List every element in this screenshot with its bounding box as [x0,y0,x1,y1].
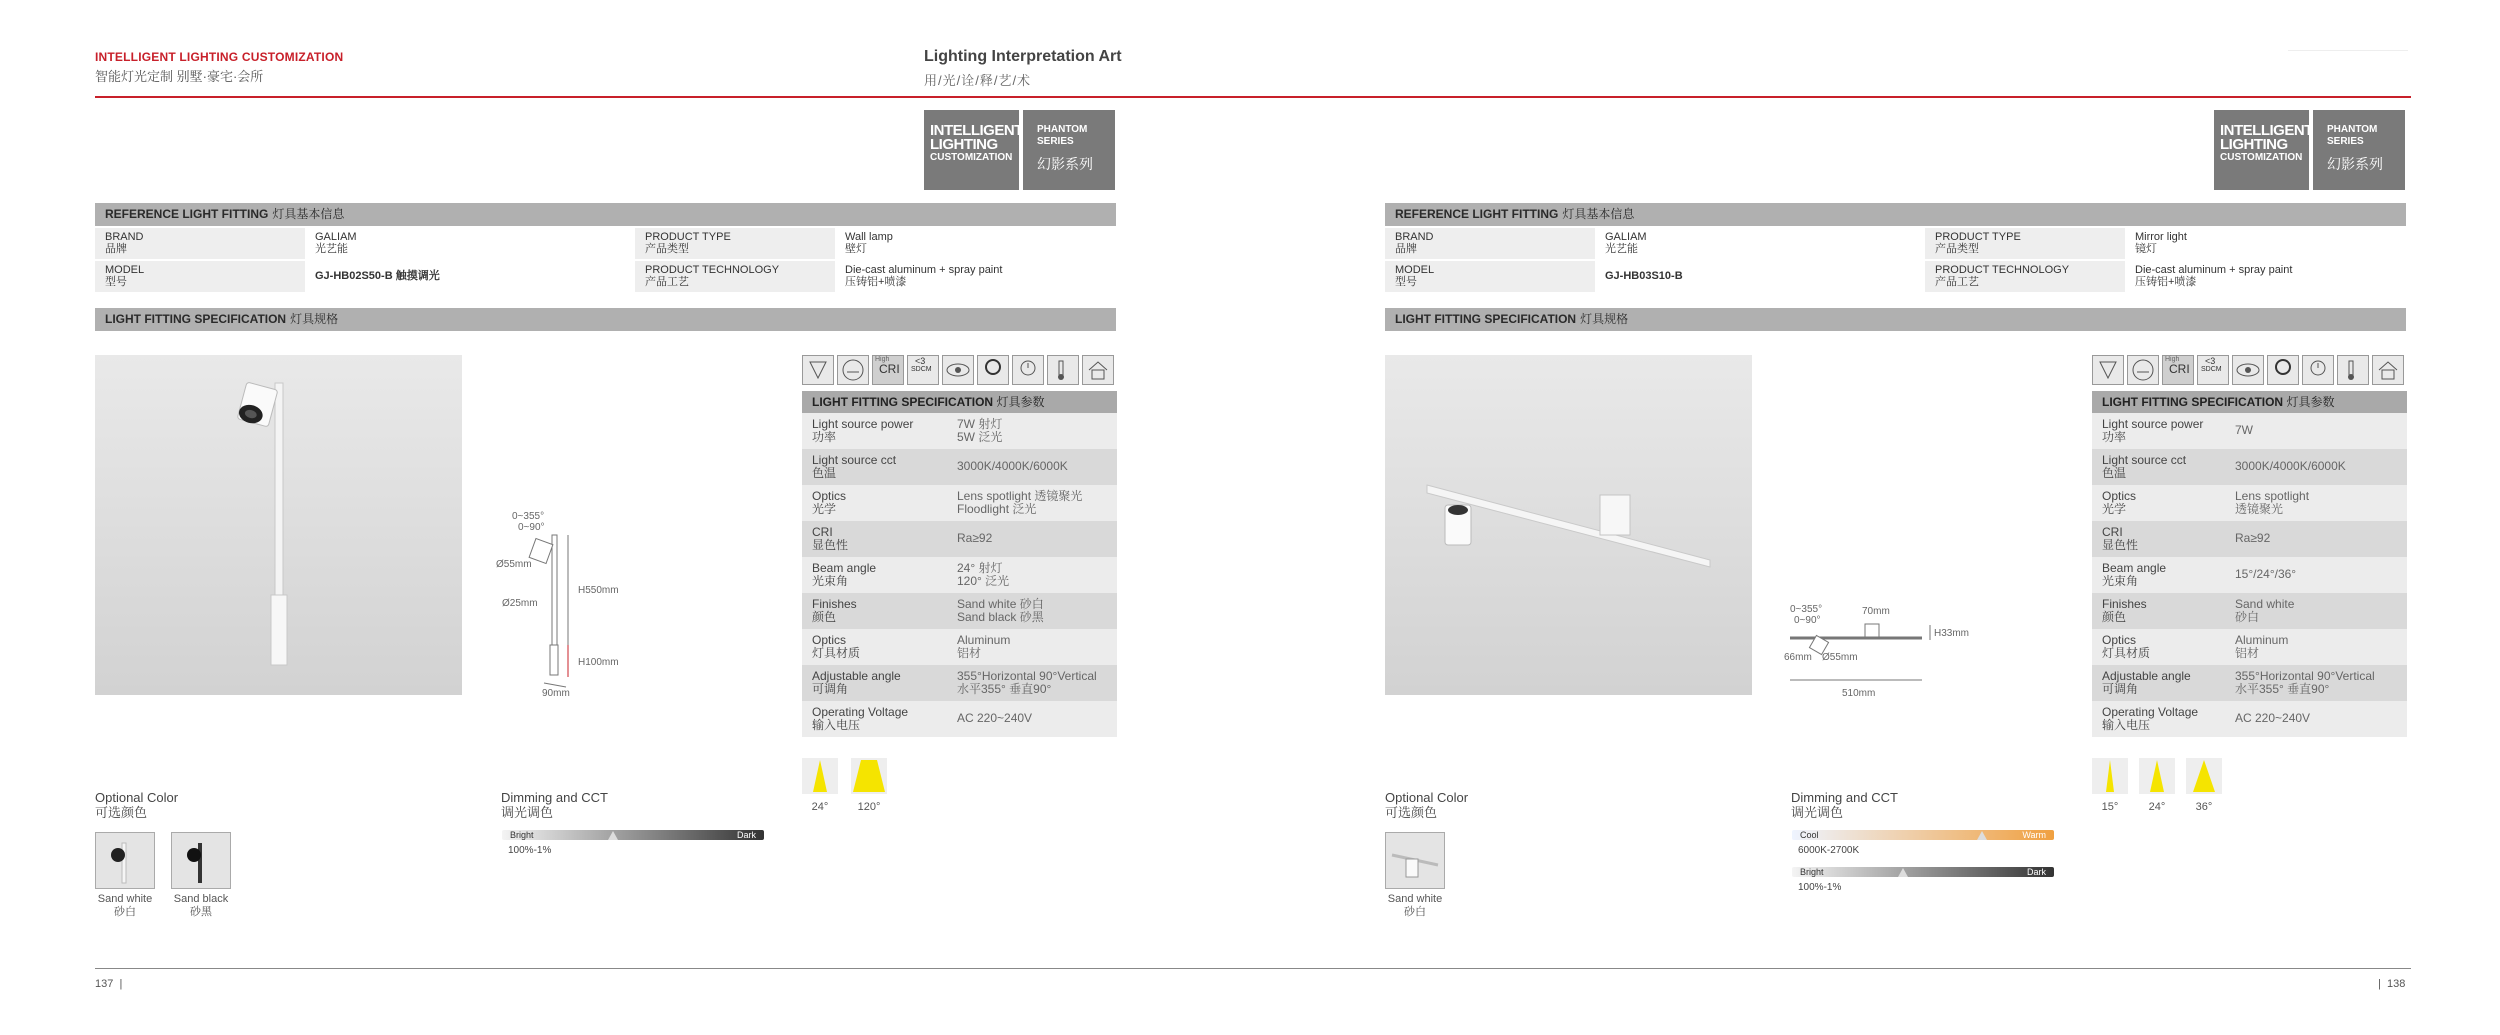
swatch-sand-black [171,832,231,889]
series-line-2: LIGHTING [2220,136,2288,153]
spec-row-finishes: Finishes 颜色 Sand white 砂白 Sand black 砂黑 [802,593,1117,629]
model-key-zh: 型号 [105,276,127,288]
spec-row-material: Optics 灯具材质 Aluminum 铝材 [2092,629,2407,665]
catalog-subtitle: 用/光/诠/释/艺/术 [924,73,1032,88]
tech-value [835,261,1116,292]
swatch-sand-white [95,832,155,889]
beam-24-icon [802,758,838,794]
dim-rot2: 0~90° [518,522,545,533]
sdcm-label: SDCM [911,366,932,373]
spec-row-adjustable: Adjustable angle 可调角 355°Horizontal 90°Vertical 水平355° 垂直90° [802,665,1117,701]
series-line-1: INTELLIGENT [930,122,1023,139]
series-line-1: INTELLIGENT [2220,122,2313,139]
type-key-zh: 产品类型 [645,243,689,255]
brand-key: BRAND 品牌 [1385,228,1595,259]
spec-row-voltage: Operating Voltage 输入电压 AC 220~240V [2092,701,2407,737]
dim-rot2: 0~90° [1794,615,1821,626]
left-dimming-title: Dimming and CCT 调光调色 [501,790,608,820]
right-series-box-phantom [2313,110,2405,190]
sdcm-lt3: <3 [915,356,926,366]
dim-h2: H100mm [578,657,619,668]
series-line-3: CUSTOMIZATION [930,152,1013,163]
type-key [635,228,835,259]
beam-optic-icon [977,355,1009,385]
tech-value-en: Die-cast aluminum + spray paint [845,264,1003,276]
right-cct-range: 6000K-2700K [1798,845,1860,856]
spec-row-power: Light source power 功率 7W 射灯 5W 泛光 [802,413,1117,449]
beam-120-label: 120° [857,801,881,813]
series-zh: 幻影系列 [1037,156,1093,172]
spec-bar-label-zh: 灯具规格 [290,312,339,326]
swatch-sand-white [1385,832,1445,889]
spec-table-header-zh: 灯具参数 [996,395,1045,409]
spec-row-voltage: Operating Voltage 输入电压 AC 220~240V [802,701,1117,737]
left-optional-color-title: Optional Color 可选颜色 [95,790,179,820]
series-en-1: PHANTOM [2327,124,2378,135]
lifespan-icon [2302,355,2334,385]
series-en-2: SERIES [2327,136,2364,147]
right-cct-slider: Cool Warm [1792,830,2054,840]
beam-120-icon [851,758,887,794]
beam-36-label: 36° [2195,801,2213,813]
swatch-sand-white-label: Sand white 砂白 [97,893,153,918]
beam-24-icon [2139,758,2175,794]
dim-rot1: 0~355° [512,511,545,522]
series-line-3: CUSTOMIZATION [2220,152,2303,163]
type-key: PRODUCT TYPE 产品类型 [1925,228,2125,259]
beam-15-icon [2092,758,2128,794]
left-product-photo [95,355,462,695]
spec-bar-label: LIGHT FITTING SPECIFICATION [105,312,287,326]
footer-divider [95,968,2411,969]
tech-key-zh: 产品工艺 [645,276,689,288]
ground-icon [2127,355,2159,385]
spec-row-power: Light source power 功率 7W [2092,413,2407,449]
header-mark [2288,50,2408,51]
dim-w: 90mm [542,688,570,699]
right-info-grid [1385,228,2406,296]
model-key-en: MODEL [105,264,145,276]
eye-icon [2232,355,2264,385]
right-dimming-knob [1898,868,1908,877]
type-key-en: PRODUCT TYPE [645,231,731,243]
beam-rotate-icon [2092,355,2124,385]
left-dimming-knob [608,831,618,840]
beam-24-label: 24° [811,801,829,813]
right-dimming-range: 100%-1% [1798,882,1842,893]
model-key: MODEL 型号 [1385,261,1595,292]
sdcm-icon [907,355,939,385]
brand-value [305,228,635,259]
left-dimming-slider: Bright Dark [502,830,764,840]
right-feature-icons [2092,355,2407,385]
spec-row-adjustable: Adjustable angle 可调角 355°Horizontal 90°Vertical 水平355° 垂直90° [2092,665,2407,701]
beam-rotate-icon [802,355,834,385]
left-feature-icons [802,355,1117,385]
dim-top: 70mm [1862,606,1890,617]
left-info-grid [95,228,1116,296]
spec-row-cct: Light source cct 色温 3000K/4000K/6000K [2092,449,2407,485]
left-dimming-range: 100%-1% [508,845,552,856]
tech-key [635,261,835,292]
beam-optic-icon [2267,355,2299,385]
tech-key: PRODUCT TECHNOLOGY 产品工艺 [1925,261,2125,292]
right-spec-table [2092,391,2407,741]
tech-key-en: PRODUCT TECHNOLOGY [645,264,780,276]
dim-d2: 66mm [1784,652,1812,663]
dim-w: 510mm [1842,688,1876,699]
tech-value: Die-cast aluminum + spray paint 压铸铝+喷漆 [2135,264,2293,288]
left-page-number: 137 | [95,978,123,990]
catalog-title: Lighting Interpretation Art [924,48,1122,65]
left-series-box-intelligent [924,110,1023,190]
brand-key-en: BRAND [105,231,144,243]
right-dimension-drawing [1782,600,1972,705]
brand-value-en: GALIAM [315,231,357,243]
brand-title: INTELLIGENT LIGHTING CUSTOMIZATION [95,50,344,64]
mirror-light-illustration [1385,355,1752,695]
dim-d1: Ø55mm [1822,652,1858,663]
indoor-icon [1082,355,1114,385]
type-value-en: Wall lamp [845,231,893,243]
ground-icon [837,355,869,385]
spec-table-header: LIGHT FITTING SPECIFICATION 灯具参数 [2092,391,2407,413]
brand-value: GALIAM 光艺能 [1605,231,1647,255]
beam-15-label: 15° [2101,801,2119,813]
left-reference-bar [95,203,1116,226]
dim-h1: H550mm [578,585,619,596]
model-value: GJ-HB03S10-B [1605,270,1683,282]
left-spec-table [802,391,1117,741]
tech-value-zh: 压铸铝+喷漆 [845,276,907,288]
dim-h: H33mm [1934,628,1970,639]
type-value: Mirror light 镜灯 [2135,231,2187,255]
dim-d1: Ø55mm [496,559,532,570]
spec-row-material: Optics 灯具材质 Aluminum 铝材 [802,629,1117,665]
right-dimming-title: Dimming and CCT 调光调色 [1791,790,1898,820]
beam-24-label: 24° [2148,801,2166,813]
right-product-photo [1385,355,1752,695]
left-series-box-phantom [1023,110,1115,190]
swatch-sand-white-label: Sand white 砂白 [1387,893,1443,918]
cri-icon [872,355,904,385]
left-dimension-drawing [490,505,650,700]
reference-bar-label-zh: 灯具基本信息 [272,207,345,221]
left-spec-bar [95,308,1116,331]
spec-row-beam-angle: Beam angle 光束角 24° 射灯 120° 泛光 [802,557,1117,593]
brand-subtitle: 智能灯光定制 别墅·豪宅·会所 [95,69,264,84]
dim-d2: Ø25mm [502,598,538,609]
model-value: GJ-HB02S50-B 触摸调光 [315,270,440,282]
swatch-sand-black-label: Sand black 砂黑 [173,893,229,918]
spec-row-cri: CRI 显色性 Ra≥92 [802,521,1117,557]
cri-label: CRI [879,362,900,376]
beam-36-icon [2186,758,2222,794]
header-divider [95,96,2411,98]
brand-value-zh: 光艺能 [315,243,348,255]
sdcm-icon: <3 SDCM [2197,355,2229,385]
temperature-icon [1047,355,1079,385]
right-reference-bar: REFERENCE LIGHT FITTING 灯具基本信息 [1385,203,2406,226]
series-en-2: SERIES [1037,136,1074,147]
brand-key-zh: 品牌 [105,243,127,255]
series-zh: 幻影系列 [2327,156,2383,172]
cri-high-label: High [875,356,890,363]
spec-row-cri: CRI 显色性 Ra≥92 [2092,521,2407,557]
right-series-box-intelligent [2214,110,2313,190]
dim-rot1: 0~355° [1790,604,1823,615]
spec-table-header [802,391,1117,413]
right-dimming-slider: Bright Dark [1792,867,2054,877]
eye-icon [942,355,974,385]
brand-key [95,228,305,259]
spec-row-optics: Optics 光学 Lens spotlight 透镜聚光 Floodlight 泛光 [802,485,1117,521]
indoor-icon [2372,355,2404,385]
spec-row-cct: Light source cct 色温 3000K/4000K/6000K [802,449,1117,485]
spec-row-finishes: Finishes 颜色 Sand white 砂白 [2092,593,2407,629]
temperature-icon [2337,355,2369,385]
right-cct-knob [1977,831,1987,840]
reference-bar-label: REFERENCE LIGHT FITTING [105,207,269,221]
right-spec-bar: LIGHT FITTING SPECIFICATION 灯具规格 [1385,308,2406,331]
type-value-zh: 壁灯 [845,243,867,255]
cri-icon: High CRI [2162,355,2194,385]
type-value [835,228,1116,259]
lifespan-icon [1012,355,1044,385]
right-page-number: | 138 [2378,978,2406,990]
series-line-2: LIGHTING [930,136,998,153]
wall-lamp-illustration [95,355,462,695]
series-en-1: PHANTOM [1037,124,1088,135]
model-key [95,261,305,292]
spec-table-header-en: LIGHT FITTING SPECIFICATION [812,395,994,409]
right-optional-color-title: Optional Color 可选颜色 [1385,790,1469,820]
spec-row-beam-angle: Beam angle 光束角 15°/24°/36° [2092,557,2407,593]
spec-row-optics: Optics 光学 Lens spotlight 透镜聚光 [2092,485,2407,521]
